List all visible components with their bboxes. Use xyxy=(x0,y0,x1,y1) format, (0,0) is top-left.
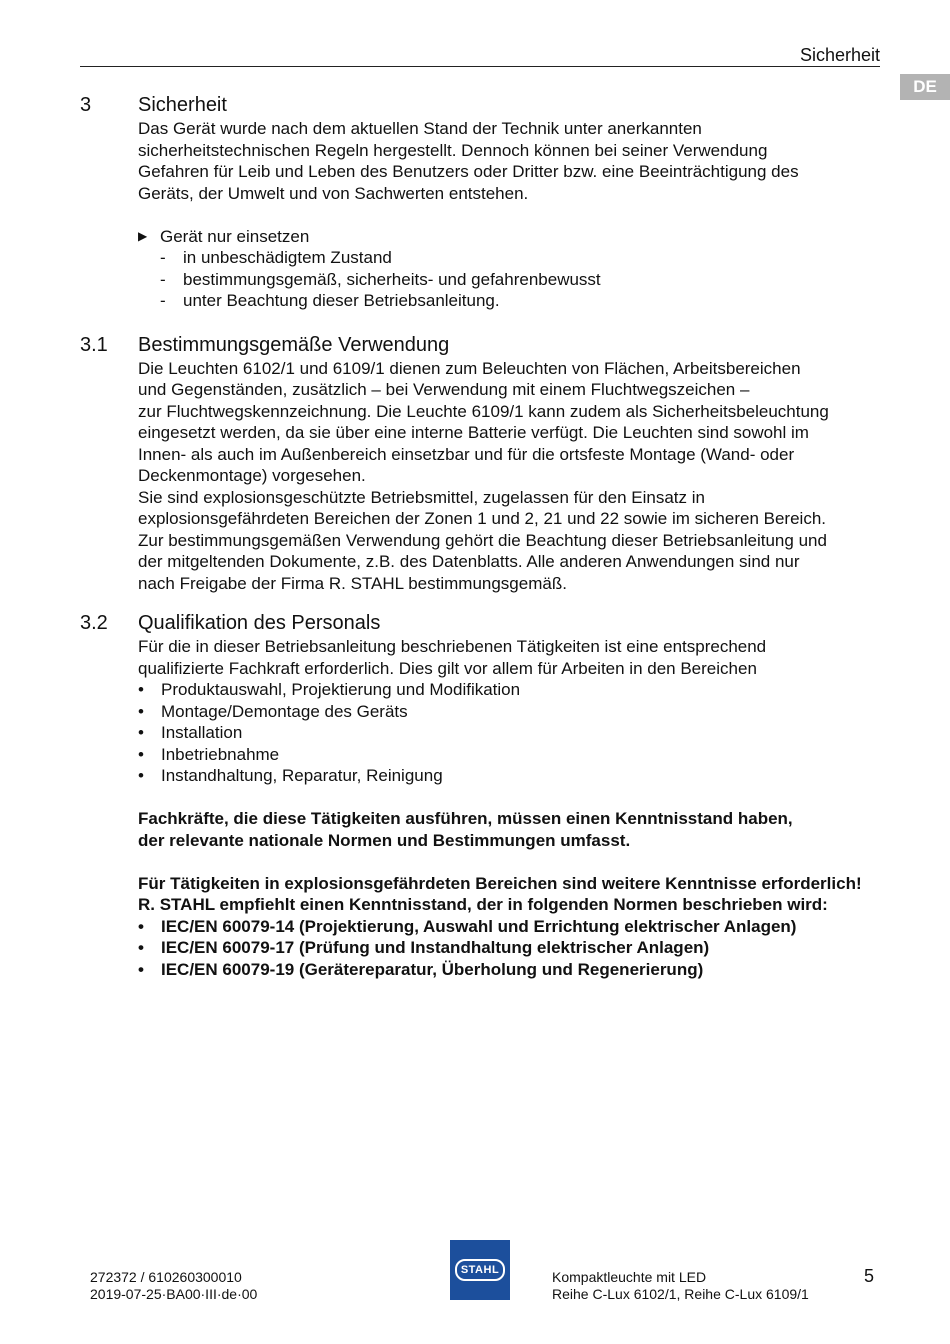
body-line: qualifizierte Fachkraft erforderlich. Dies gilt vor allem für Arbeiten in den Bereichen xyxy=(138,658,757,678)
section-3-2 xyxy=(80,610,885,980)
list-item: • Montage/Demontage des Geräts xyxy=(138,701,408,721)
body-line: zur Fluchtwegskennzeichnung. Die Leuchte 6109/1 kann zudem als Sicherheitsbeleuchtung xyxy=(138,401,829,421)
body-line: Das Gerät wurde nach dem aktuellen Stand der Technik unter anerkannten xyxy=(138,119,702,138)
section-3-1 xyxy=(80,332,885,595)
footer-doc-info xyxy=(90,1269,257,1303)
body-line: eingesetzt werden, da sie über eine interne Batterie verfügt. Die Leuchten sind sowohl im xyxy=(138,423,809,442)
action-text: Gerät nur einsetzen xyxy=(160,226,310,246)
page-number: 5 xyxy=(863,1266,874,1286)
header-rule xyxy=(80,66,880,67)
list-item: - bestimmungsgemäß, sicherheits- und gefahrenbewusst xyxy=(160,269,601,289)
body-line: explosionsgefährdeten Bereichen der Zonen 1 und 2, 21 und 22 sowie im sicheren Bereich. xyxy=(138,509,826,528)
section-body xyxy=(138,636,885,980)
list-item: • Installation xyxy=(138,723,243,742)
main-content xyxy=(80,92,885,980)
list-item: • Instandhaltung, Reparatur, Reinigung xyxy=(138,766,443,785)
section-heading xyxy=(80,92,885,118)
stahl-logo xyxy=(450,1240,510,1300)
footer-product-info xyxy=(552,1269,809,1303)
body-line: der mitgeltenden Dokumente, z.B. des Datenblatts. Alle anderen Anwendungen sind nur xyxy=(138,552,800,571)
section-number: 3.1 xyxy=(80,333,108,356)
bold-notice xyxy=(138,873,885,981)
product-line-2: Reihe C-Lux 6102/1, Reihe C-Lux 6109/1 xyxy=(552,1286,809,1302)
section-heading xyxy=(80,332,885,358)
body-line: Zur bestimmungsgemäßen Verwendung gehört die Beachtung dieser Betriebsanleitung und xyxy=(138,530,827,550)
section-number: 3.2 xyxy=(80,612,108,634)
list-item: • IEC/EN 60079-14 (Projektierung, Auswahl und Errichtung elektrischer Anlagen) xyxy=(138,916,797,936)
body-line: Geräts, der Umwelt und von Sachwerten entstehen. xyxy=(138,183,529,203)
body-line: R. STAHL empfiehlt einen Kenntnisstand, der in folgenden Normen beschrieben wird: xyxy=(138,895,828,914)
list-item: • IEC/EN 60079-19 (Gerätereparatur, Überholung und Regenerierung) xyxy=(138,959,704,979)
section-3 xyxy=(80,92,885,312)
body-line: nach Freigabe der Firma R. STAHL bestimmungsgemäß. xyxy=(138,573,567,593)
bold-notice xyxy=(138,808,885,851)
section-heading xyxy=(80,610,885,636)
body-line: Für Tätigkeiten in explosionsgefährdeten Bereichen sind weitere Kenntnisse erforderlich! xyxy=(138,873,862,893)
body-line: Deckenmontage) vorgesehen. xyxy=(138,466,366,485)
body-line: Innen- als auch im Außenbereich einsetzbar und für die ortsfeste Montage (Wand- oder xyxy=(138,444,795,464)
doc-number: 272372 / 610260300010 xyxy=(90,1269,242,1285)
list-item: • IEC/EN 60079-17 (Prüfung und Instandhaltung elektrischer Anlagen) xyxy=(138,938,710,957)
bullet-list xyxy=(138,679,885,787)
section-title: Sicherheit xyxy=(138,94,227,116)
section-title: Qualifikation des Personals xyxy=(138,612,381,634)
body-line: Für die in dieser Betriebsanleitung beschriebenen Tätigkeiten ist eine entsprechend xyxy=(138,637,767,656)
running-title: Sicherheit xyxy=(799,45,880,65)
body-line: der relevante nationale Normen und Bestimmungen umfasst. xyxy=(138,830,631,850)
section-body xyxy=(138,358,885,595)
action-step xyxy=(138,226,885,248)
language-tab: DE xyxy=(900,74,950,100)
list-item: • Produktauswahl, Projektierung und Modifikation xyxy=(138,680,521,699)
triangle-right-icon: ▶ xyxy=(138,228,148,243)
body-line: Gefahren für Leib und Leben des Benutzers oder Dritter bzw. eine Beeinträchtigung des xyxy=(138,162,799,181)
section-title: Bestimmungsgemäße Verwendung xyxy=(138,333,450,356)
list-item: - unter Beachtung dieser Betriebsanleitung. xyxy=(160,291,500,310)
list-item: - in unbeschädigtem Zustand xyxy=(160,248,392,267)
logo-text: STAHL xyxy=(455,1259,505,1281)
body-line: sicherheitstechnischen Regeln hergestellt. Dennoch können bei seiner Verwendung xyxy=(138,140,768,160)
body-line: Fachkräfte, die diese Tätigkeiten ausführen, müssen einen Kenntnisstand haben, xyxy=(138,809,793,828)
body-line: Die Leuchten 6102/1 und 6109/1 dienen zum Beleuchten von Flächen, Arbeitsbereichen xyxy=(138,358,801,378)
section-body xyxy=(138,118,885,312)
body-line: Sie sind explosionsgeschützte Betriebsmittel, zugelassen für den Einsatz in xyxy=(138,487,705,507)
body-line: und Gegenständen, zusätzlich – bei Verwendung mit einem Fluchtwegszeichen – xyxy=(138,380,750,399)
dash-list xyxy=(160,247,885,312)
doc-revision: 2019-07-25·BA00·III·de·00 xyxy=(90,1286,258,1302)
product-line-1: Kompaktleuchte mit LED xyxy=(552,1269,707,1285)
list-item: • Inbetriebnahme xyxy=(138,744,280,764)
section-number: 3 xyxy=(80,94,92,116)
